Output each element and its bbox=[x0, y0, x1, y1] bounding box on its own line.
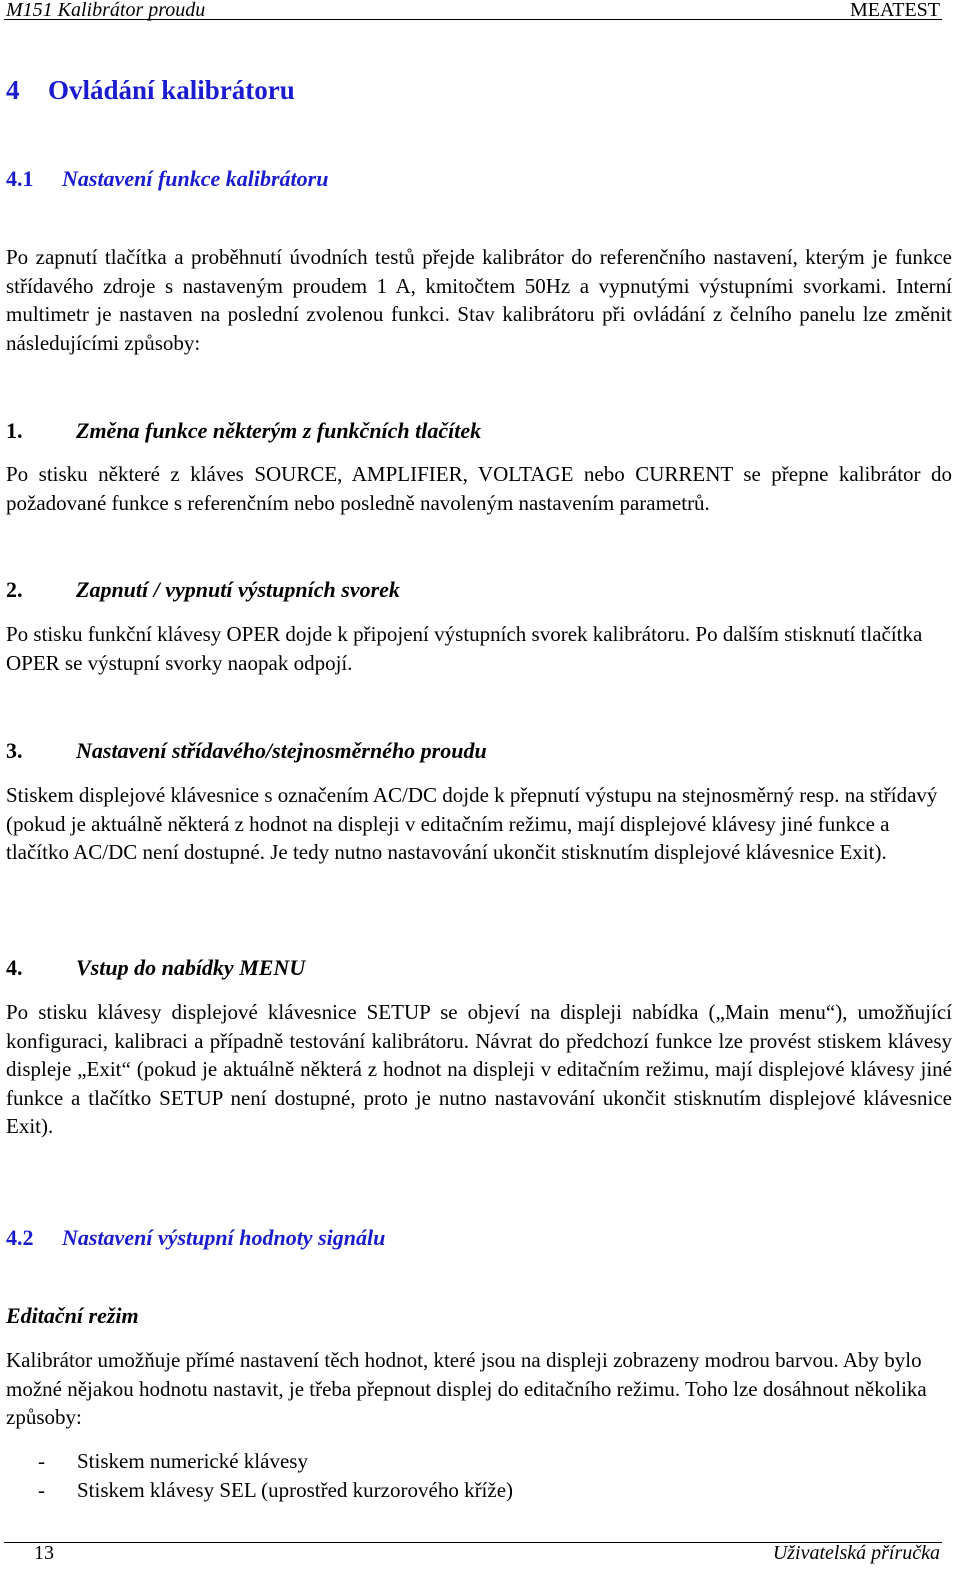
item-number: 2. bbox=[6, 577, 23, 602]
item-paragraph-1: Po stisku některé z kláves SOURCE, AMPLIFIER, VOLTAGE nebo CURRENT se přepne kalibrátor do požadované funkce s referenčním nebo posledně navoleným nastavením parametrů. bbox=[6, 462, 952, 515]
section-title: Ovládání kalibrátoru bbox=[48, 75, 295, 105]
item-heading-2 bbox=[6, 576, 400, 604]
item-title: Vstup do nabídky MENU bbox=[76, 955, 306, 980]
list-item-text: Stiskem numerické klávesy bbox=[77, 1449, 308, 1473]
bullet-dash: - bbox=[38, 1449, 45, 1473]
page-number: 13 bbox=[34, 1542, 54, 1564]
intro-paragraph: Po zapnutí tlačítka a proběhnutí úvodních testů přejde kalibrátor do referenčního nastavení, kterým je funkce střídavého zdroje s nastaveným proudem 1 A, kmitočtem 50Hz a vypnutými výstupními svorkami. Interní multimetr je nastaven na poslední zvolenou funkci. Stav kalibrátoru při ovládání z čelního panelu lze změnit následujícími způsoby: bbox=[6, 245, 952, 355]
edit-mode-paragraph: Kalibrátor umožňuje přímé nastavení těch hodnot, které jsou na displeji zobrazeny modrou barvou. Aby bylo možné nějakou hodnotu nastavit, je třeba přepnout displej do editačního režimu. Toho lze dosáhnout několika způsoby: bbox=[6, 1348, 927, 1429]
list-item bbox=[38, 1476, 513, 1505]
section-number: 4 bbox=[6, 75, 20, 105]
section-heading bbox=[6, 73, 295, 107]
list-item bbox=[38, 1447, 308, 1476]
running-footer-title: Uživatelská příručka bbox=[772, 1542, 940, 1564]
item-paragraph-3: Stiskem displejové klávesnice s označením AC/DC dojde k přepnutí výstupu na stejnosměrný resp. na střídavý (pokud je aktuálně některá z hodnot na displeji v editačním režimu, mají displejové klávesy jiné funkce a tlačítko AC/DC není dostupné. Je tedy nutno nastavování ukončit stisknutím displejové klávesnice Exit). bbox=[6, 783, 938, 864]
subsection-title: Nastavení funkce kalibrátoru bbox=[62, 166, 329, 191]
item-number: 3. bbox=[6, 738, 23, 763]
header-rule bbox=[4, 19, 942, 20]
item-paragraph-4: Po stisku klávesy displejové klávesnice SETUP se objeví na displeji nabídka („Main menu“), umožňující konfiguraci, kalibraci a případně testování kalibrátoru. Návrat do předchozí funkce lze provést stiskem klávesy displeje „Exit“ (pokud je aktuálně některá z hodnot na displeji v editačním režimu, mají displejové klávesy jiné funkce a tlačítko SETUP není dostupné, proto je nutno nastavování ukončit stisknutím displejové klávesnice Exit). bbox=[6, 1000, 952, 1138]
item-title: Zapnutí / vypnutí výstupních svorek bbox=[76, 577, 400, 602]
item-heading-4 bbox=[6, 954, 305, 982]
edit-mode-heading: Editační režim bbox=[6, 1303, 139, 1328]
item-title: Nastavení střídavého/stejnosměrného proudu bbox=[76, 738, 487, 763]
subsection-heading-4-1 bbox=[6, 165, 328, 193]
running-header-brand: MEATEST bbox=[850, 0, 940, 21]
running-header-title: M151 Kalibrátor proudu bbox=[6, 0, 206, 21]
subsection-number: 4.2 bbox=[6, 1225, 34, 1250]
item-paragraph-2: Po stisku funkční klávesy OPER dojde k připojení výstupních svorek kalibrátoru. Po dalším stisknutí tlačítka OPER se výstupní svorky naopak odpojí. bbox=[6, 622, 923, 675]
item-number: 1. bbox=[6, 418, 23, 443]
item-title: Změna funkce některým z funkčních tlačítek bbox=[76, 418, 482, 443]
subsection-number: 4.1 bbox=[6, 166, 34, 191]
bullet-dash: - bbox=[38, 1478, 45, 1502]
item-heading-1 bbox=[6, 417, 481, 445]
subsection-heading-4-2 bbox=[6, 1224, 385, 1252]
item-heading-3 bbox=[6, 737, 487, 765]
subsection-title: Nastavení výstupní hodnoty signálu bbox=[62, 1225, 386, 1250]
item-number: 4. bbox=[6, 955, 23, 980]
list-item-text: Stiskem klávesy SEL (uprostřed kurzorového kříže) bbox=[77, 1478, 514, 1502]
